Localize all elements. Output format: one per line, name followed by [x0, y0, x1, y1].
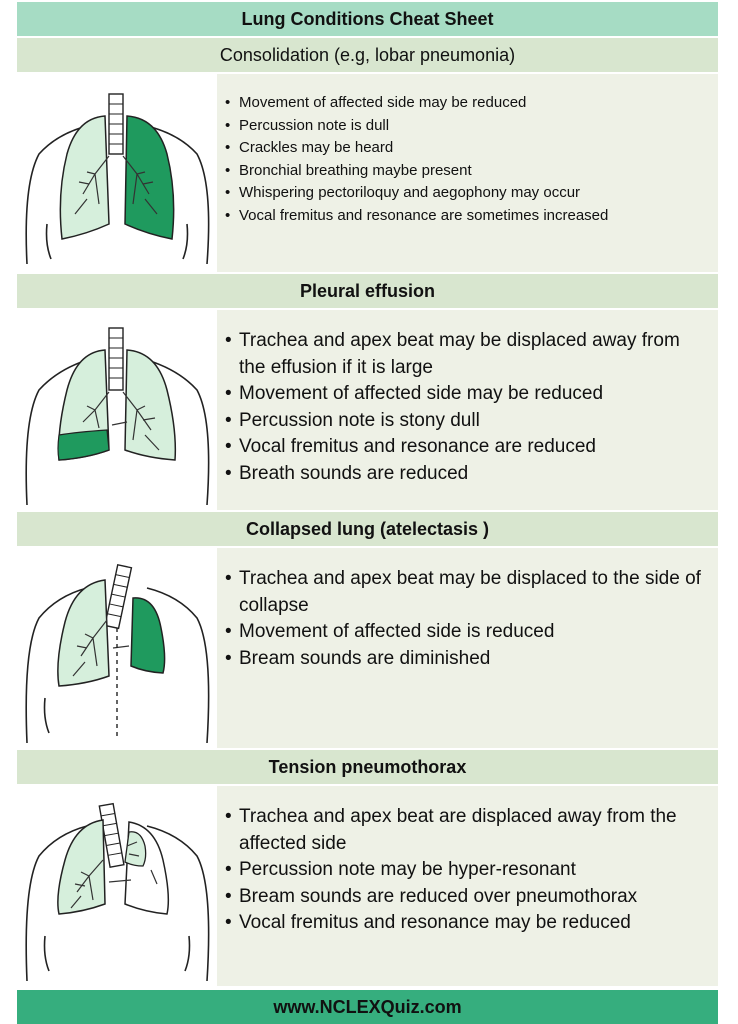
list-item: • Percussion note may be hyper-resonant [225, 857, 710, 884]
section-heading-tension-pneumothorax: Tension pneumothorax [17, 750, 718, 786]
list-item: • Movement of affected side may be reduced [225, 92, 710, 115]
section-bullets-pleural-effusion [217, 310, 718, 510]
list-item: • Crackles may be heard [225, 137, 710, 160]
section-bullets-collapsed-lung [217, 548, 718, 748]
lungs-tension-pneumothorax-icon [17, 786, 217, 986]
section-body-tension-pneumothorax [17, 786, 718, 988]
list-item: • Bronchial breathing maybe present [225, 160, 710, 183]
section-bullets-tension-pneumothorax [217, 786, 718, 986]
list-item: • Percussion note is stony dull [225, 408, 710, 435]
list-item: • Trachea and apex beat may be displaced away from the effusion if it is large [225, 328, 710, 381]
list-item: • Breath sounds are reduced [225, 461, 710, 488]
list-item: • Vocal fremitus and resonance may be reduced [225, 910, 710, 937]
footer-website-link[interactable]: www.NCLEXQuiz.com [17, 990, 718, 1024]
page-title: Lung Conditions Cheat Sheet [17, 2, 718, 38]
cheat-sheet [17, 2, 718, 1024]
section-heading-pleural-effusion: Pleural effusion [17, 274, 718, 310]
list-item: • Movement of affected side is reduced [225, 619, 710, 646]
list-item: • Percussion note is dull [225, 115, 710, 138]
section-bullets-consolidation [217, 74, 718, 272]
list-item: • Trachea and apex beat may be displaced to the side of collapse [225, 566, 710, 619]
lungs-collapsed-icon [17, 548, 217, 748]
list-item: • Movement of affected side may be reduced [225, 381, 710, 408]
list-item: • Bream sounds are diminished [225, 646, 710, 673]
section-body-pleural-effusion [17, 310, 718, 512]
section-body-consolidation [17, 74, 718, 274]
list-item: • Vocal fremitus and resonance are reduced [225, 434, 710, 461]
lungs-consolidation-icon [17, 74, 217, 272]
section-heading-collapsed-lung: Collapsed lung (atelectasis ) [17, 512, 718, 548]
list-item: • Whispering pectoriloquy and aegophony may occur [225, 182, 710, 205]
list-item: • Trachea and apex beat are displaced away from the affected side [225, 804, 710, 857]
list-item: • Vocal fremitus and resonance are sometimes increased [225, 205, 710, 228]
section-heading-consolidation: Consolidation (e.g, lobar pneumonia) [17, 38, 718, 74]
section-body-collapsed-lung [17, 548, 718, 750]
lungs-pleural-effusion-icon [17, 310, 217, 510]
list-item: • Bream sounds are reduced over pneumothorax [225, 884, 710, 911]
